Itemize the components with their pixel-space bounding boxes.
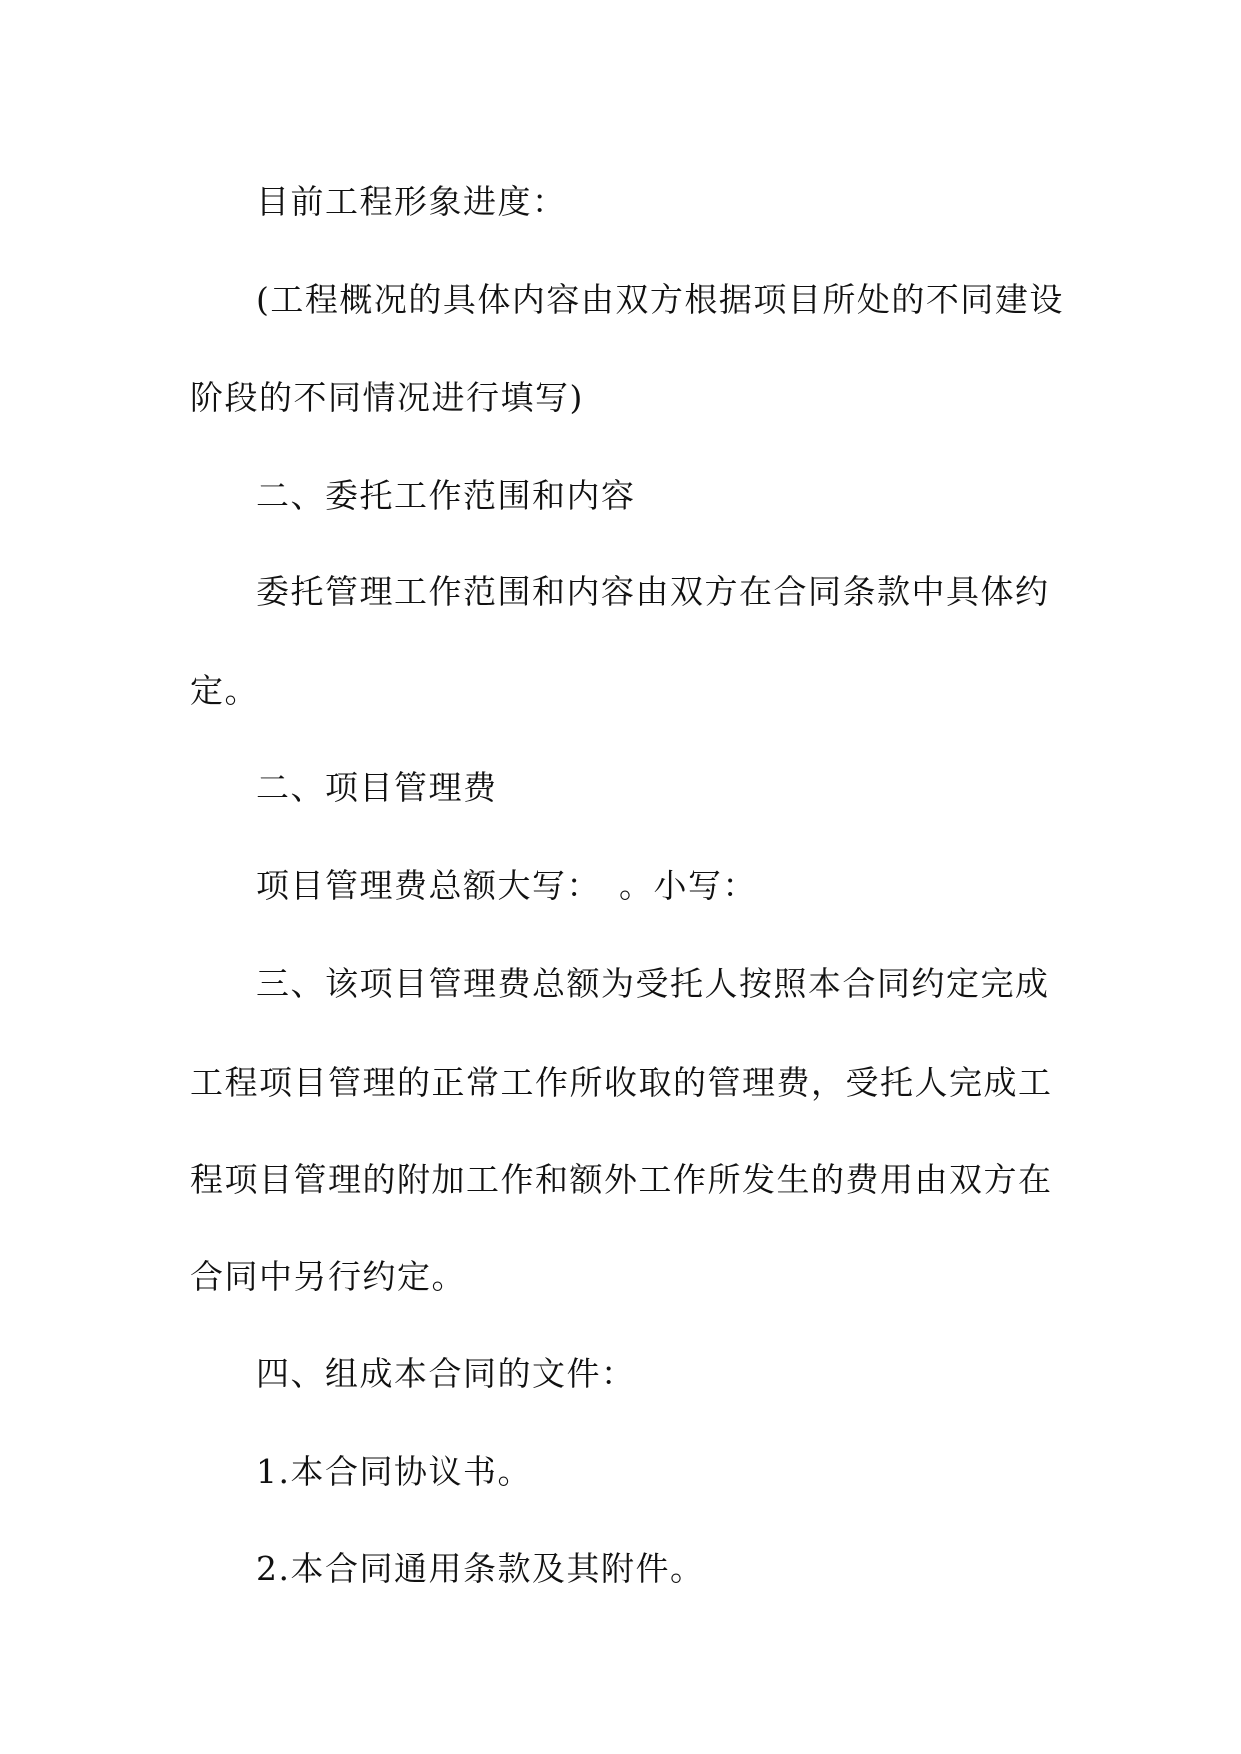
document-item-1: 1.本合同协议书。 [256,1452,532,1491]
scope-paragraph-line-1: 委托管理工作范围和内容由双方在合同条款中具体约 [256,572,1050,611]
section-heading-scope: 二、委托工作范围和内容 [256,476,636,515]
document-item-2: 2.本合同通用条款及其附件。 [256,1549,705,1588]
overview-note-line-2: 阶段的不同情况进行填写) [190,378,584,417]
section-three-line-1: 三、该项目管理费总额为受托人按照本合同约定完成 [256,964,1050,1003]
overview-note-line-1: (工程概况的具体内容由双方根据项目所处的不同建设 [256,280,1064,319]
section-three-line-4: 合同中另行约定。 [190,1257,466,1296]
progress-line: 目前工程形象进度： [256,182,567,221]
section-three-line-2: 工程项目管理的正常工作所收取的管理费，受托人完成工 [190,1063,1053,1102]
fee-amount-line: 项目管理费总额大写： 。小写： [256,866,757,905]
scope-paragraph-line-2: 定。 [190,671,259,710]
section-heading-fee: 二、项目管理费 [256,768,498,807]
section-heading-documents: 四、组成本合同的文件： [256,1354,636,1393]
section-three-line-3: 程项目管理的附加工作和额外工作所发生的费用由双方在 [190,1160,1053,1199]
